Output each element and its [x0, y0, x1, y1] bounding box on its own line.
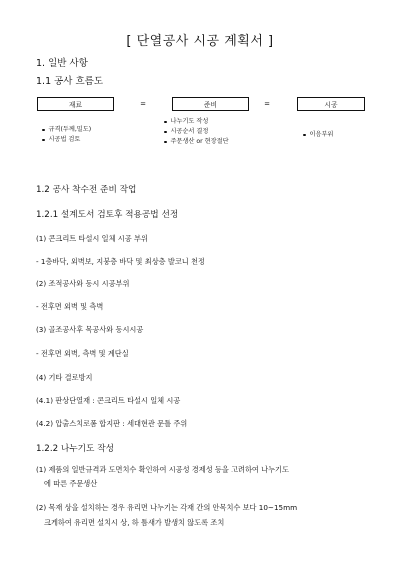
text-line: (1) 제품의 일반규격과 도면치수 확인하여 시공성 경제성 등을 고려하여 나누기도: [36, 465, 289, 474]
text-line: (2) 목재 상을 설치하는 경우 유리면 나누기는 각재 간의 안목치수 보다 10~15mm: [36, 503, 298, 512]
text-line: - 1층바닥, 외벽보, 지붕층 바닥 및 최상층 발코니 천정: [36, 257, 205, 266]
flow-equals-1: =: [140, 100, 146, 108]
list-item: 규격(두께,밀도): [42, 125, 91, 135]
flow-box-material: 재료: [37, 97, 114, 111]
text-line: - 전후면 외벽, 측벽 및 계단실: [36, 349, 129, 358]
text-line: 크게하여 유리면 설치시 상, 하 틈새가 발생치 않도록 조치: [44, 518, 225, 527]
section-1-1-heading: 1.1 공사 흐름도: [36, 76, 104, 87]
bullet-icon: [42, 139, 45, 142]
list-item: 시공순서 결정: [164, 127, 229, 137]
flow-bullets-material: [42, 125, 91, 145]
list-item: 이음부위: [303, 130, 333, 140]
text-line: (1) 콘크리트 타설시 일체 시공 부위: [36, 234, 148, 243]
bullet-icon: [42, 129, 45, 132]
list-item: 주문생산 or 현장절단: [164, 137, 229, 147]
text-line: (4) 기타 결로방지: [36, 373, 93, 382]
section-1-heading: 1. 일반 사항: [36, 58, 88, 69]
list-item: 시공법 검토: [42, 135, 91, 145]
bullet-icon: [164, 131, 167, 134]
flow-bullets-construction: [303, 130, 333, 140]
text-line: (2) 조적공사와 동시 시공부위: [36, 279, 130, 288]
flow-bullets-preparation: [164, 117, 229, 147]
text-line: (3) 골조공사후 목공사와 동시시공: [36, 325, 144, 334]
text-line: (4.1) 판상단열재 : 콘크리트 타설시 일체 시공: [36, 396, 181, 405]
text-line: - 전후면 외벽 및 측벽: [36, 302, 104, 311]
bullet-icon: [303, 134, 306, 137]
flow-equals-2: =: [264, 100, 270, 108]
list-item: 나누기도 작성: [164, 117, 229, 127]
text-line: (4.2) 압출스치로폼 합지판 : 세대현관 문틀 주위: [36, 419, 188, 428]
section-1-2-2-heading: 1.2.2 나누기도 작성: [36, 444, 114, 454]
flow-box-preparation: 준비: [172, 97, 249, 111]
section-1-2-1-heading: 1.2.1 설계도서 검토후 적용공법 선정: [36, 210, 179, 220]
document-title: [ 단열공사 시공 계획서 ]: [126, 34, 274, 49]
text-line: 에 따른 주문생산: [44, 479, 98, 488]
section-1-2-heading: 1.2 공사 착수전 준비 작업: [36, 185, 137, 195]
bullet-icon: [164, 141, 167, 144]
flow-box-construction: 시공: [297, 97, 365, 111]
bullet-icon: [164, 121, 167, 124]
